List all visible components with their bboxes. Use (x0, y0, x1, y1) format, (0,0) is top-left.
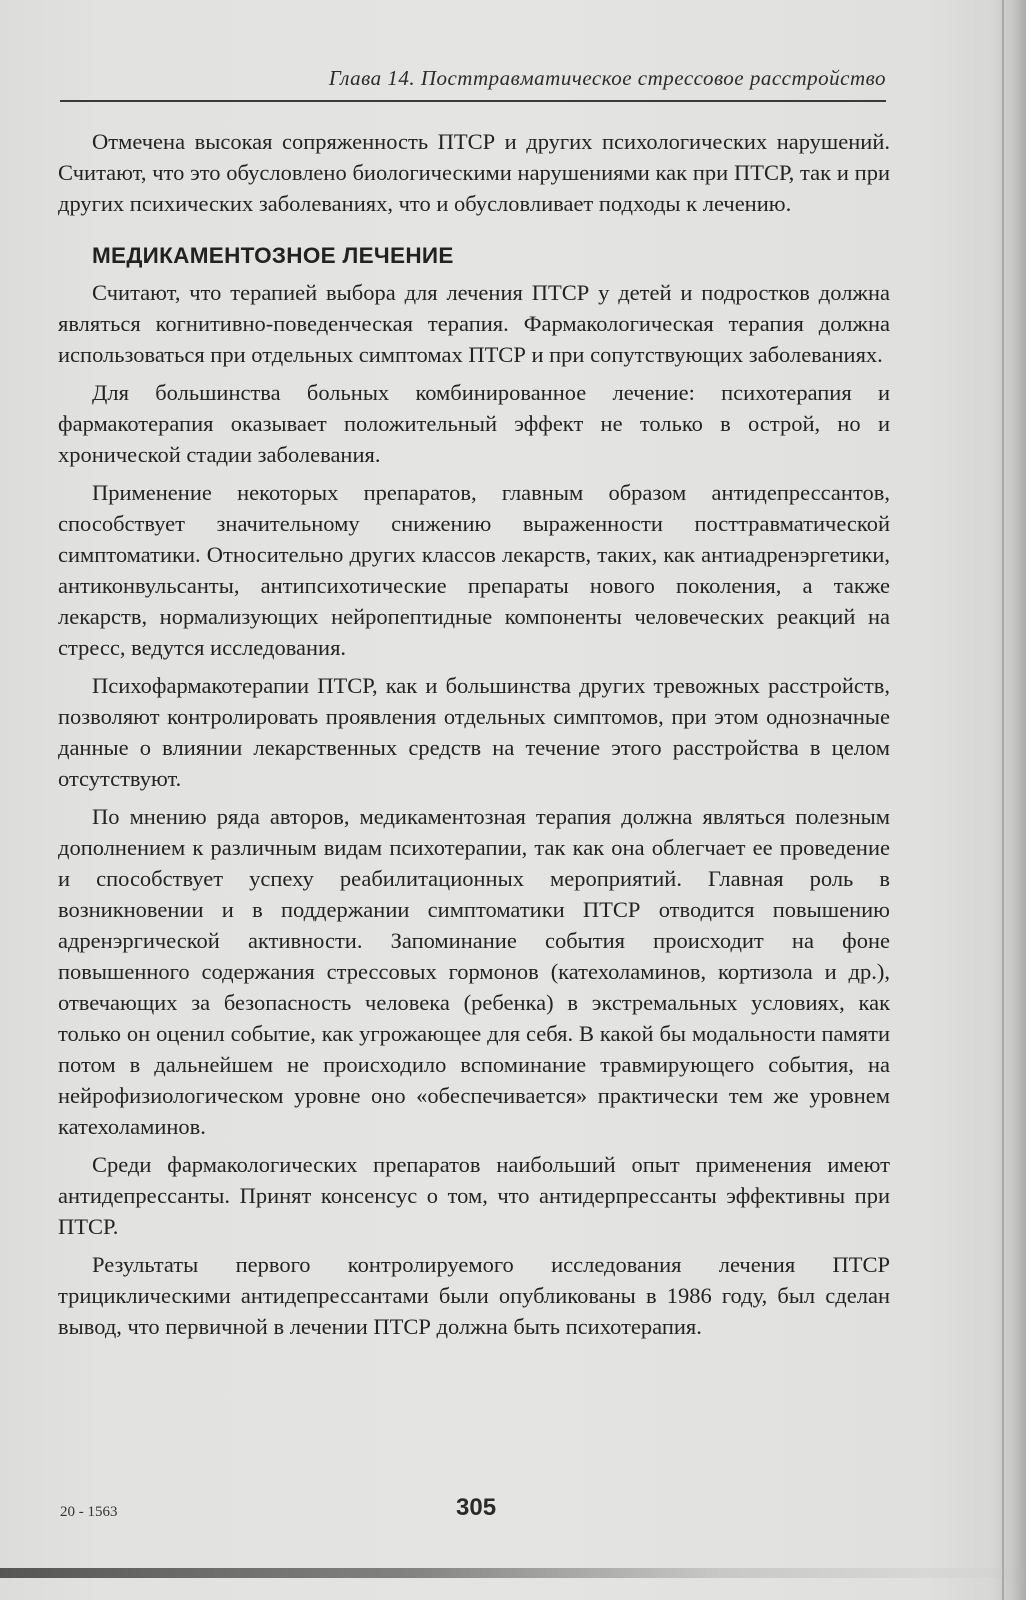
page-body (58, 126, 890, 1349)
paragraph-4: Психофармакотерапии ПТСР, как и большинства других тревожных расстройств, позволяют контролировать проявления отдельных симптомов, при этом однозначные данные о влиянии лекарственных средств на течение этого расстройства в целом отсутствуют. (58, 673, 890, 791)
page-edge-line (1002, 0, 1004, 1600)
paragraph-3: Применение некоторых препаратов, главным образом антидепрессантов, способствует значительному снижению выраженности посттравматической симптоматики. Относительно других классов лекарств, таких, как антиадренэргетики, антиконвульсанты, антипсихотические препараты нового поколения, а также лекарств, нормализующих нейропептидные компоненты человеческих реакций на стресс, ведутся исследования. (58, 480, 890, 660)
page-number: 305 (456, 1494, 497, 1521)
paragraph-1: Считают, что терапией выбора для лечения ПТСР у детей и подростков должна являться когнитивно-поведенческая терапия. Фармакологическая терапия должна использоваться при отдельных симптомах ПТСР и при сопутствующих заболеваниях. (58, 280, 890, 367)
page-edge-shadow (992, 0, 1026, 1600)
paragraph-2: Для большинства больных комбинированное лечение: психотерапия и фармакотерапия оказывает положительный эффект не только в острой, но и хронической стадии заболевания. (58, 380, 890, 467)
paragraph-5: По мнению ряда авторов, медикаментозная терапия должна являться полезным дополнением к различным видам психотерапии, так как она облегчает ее проведение и способствует успеху реабилитационных мероприятий. Главная роль в возникновении и в поддержании симптоматики ПТСР отводится повышению адренэргической активности. Запоминание события происходит на фоне повышенного содержания стрессовых гормонов (катехоламинов, кортизола и др.), отвечающих за безопасность человека (ребенка) в экстремальных условиях, как только он оценил событие, как угрожающее для себя. В какой бы модальности памяти потом в дальнейшем не происходило вспоминание травмирующего события, на нейрофизиологическом уровне оно «обеспечивается» практически тем же уровнем катехоламинов. (58, 804, 890, 1139)
intro-paragraph: Отмечена высокая сопряженность ПТСР и других психологических нарушений. Считают, что это обусловлено биологическими нарушениями как при ПТСР, так и при других психических заболеваниях, что и обусловливает подходы к лечению. (58, 129, 890, 216)
section-heading: МЕДИКАМЕНТОЗНОЕ ЛЕЧЕНИЕ (92, 243, 454, 268)
chapter-title: Глава 14. Посттравматическое стрессовое расстройство (328, 66, 886, 90)
running-header (60, 64, 886, 102)
scan-bottom-shadow (0, 1568, 1026, 1578)
signature-code: 20 - 1563 (60, 1504, 118, 1520)
paragraph-7: Результаты первого контролируемого исследования лечения ПТСР трициклическими антидепрессантами были опубликованы в 1986 году, был сделан вывод, что первичной в лечении ПТСР должна быть психотерапия. (58, 1252, 890, 1339)
paragraph-6: Среди фармакологических препаратов наибольший опыт применения имеют антидепрессанты. Принят консенсус о том, что антидерпрессанты эффективны при ПТСР. (58, 1152, 890, 1239)
